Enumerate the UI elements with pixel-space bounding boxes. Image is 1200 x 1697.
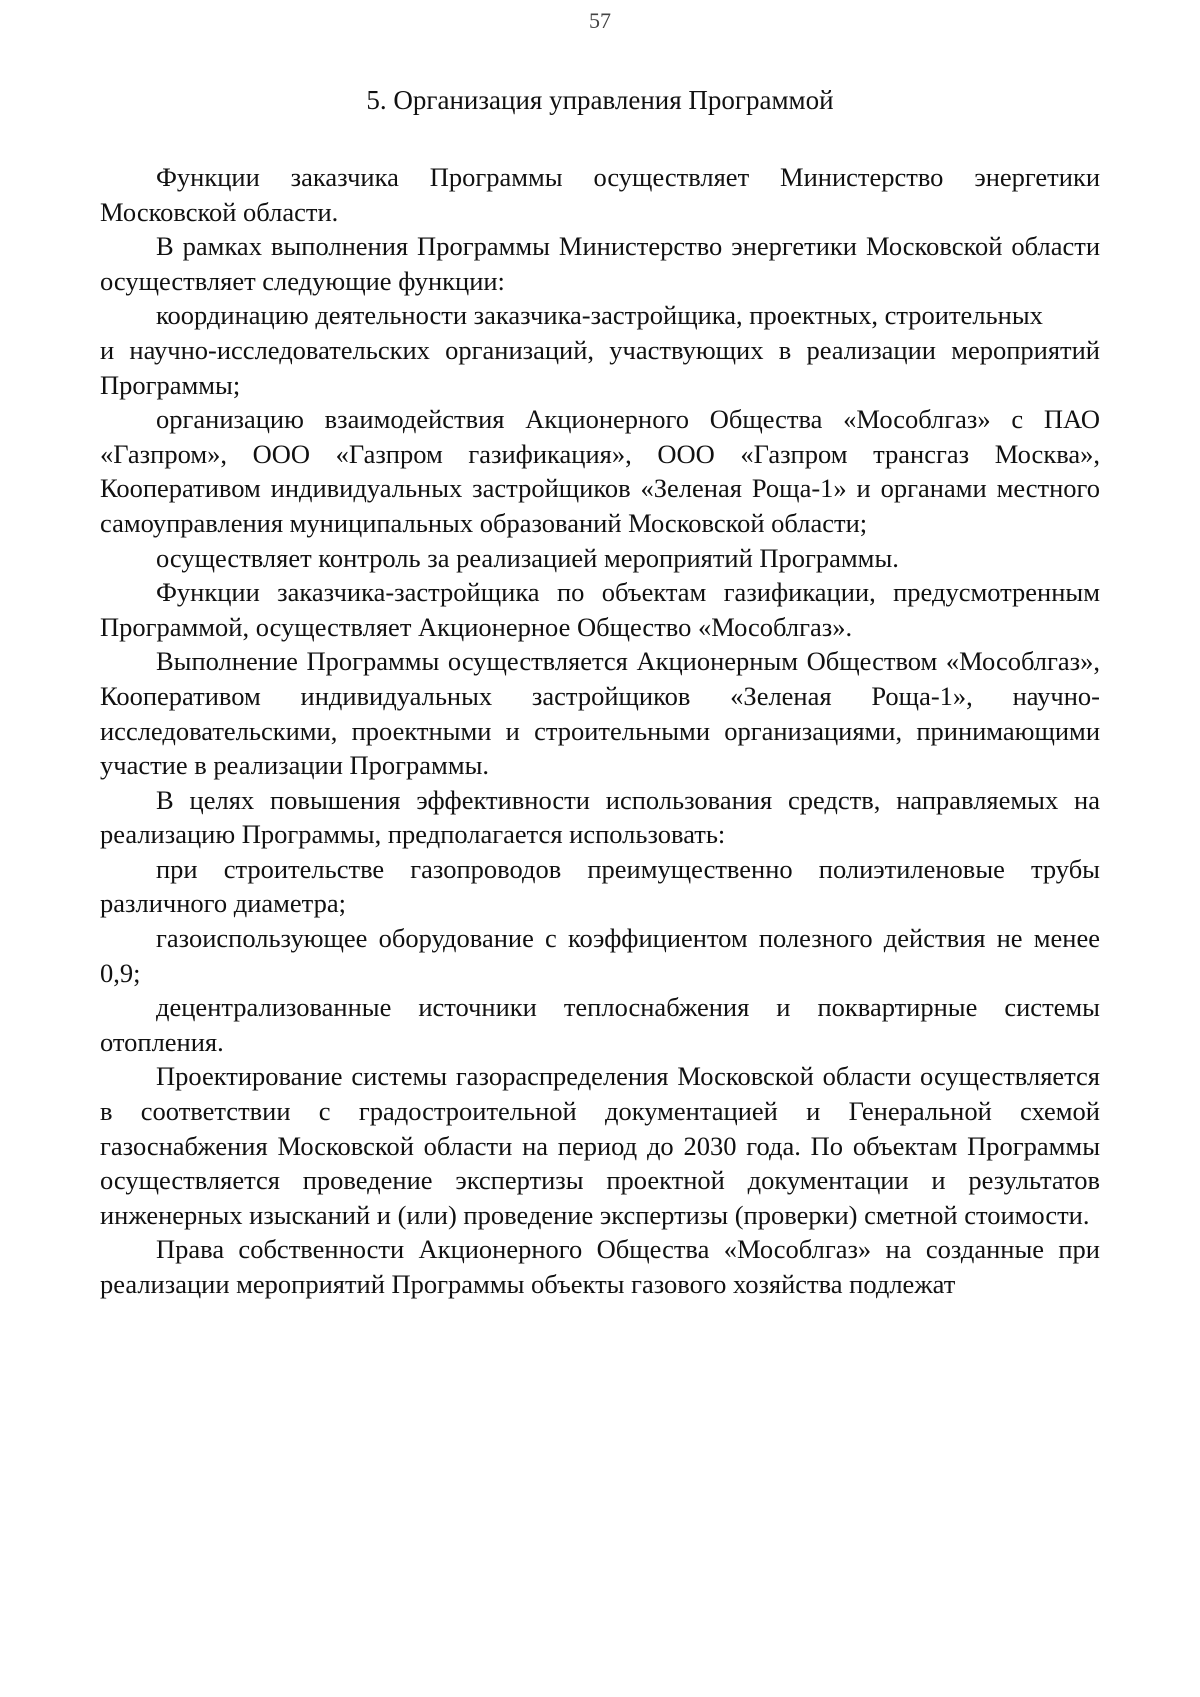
paragraph: газоиспользующее оборудование с коэффициентом полезного действия не менее 0,9; (100, 923, 1100, 988)
paragraph: и научно-исследовательских организаций, участвующих в реализации мероприятий Программы; (100, 334, 1100, 400)
page-number: 57 (589, 8, 611, 33)
paragraph: В целях повышения эффективности использования средств, направляемых на реализацию Программы, предполагается использовать: (100, 784, 1100, 850)
paragraph: организацию взаимодействия Акционерного Общества «Мособлгаз» с ПАО «Газпром», ООО «Газпром газификация», ООО «Газпром трансгаз Москва», Кооперативом индивидуальных застройщиков «Зеленая Роща-1» и органами местного самоуправления муниципальных образований Московской области; (100, 404, 1100, 538)
paragraph: Функции заказчика Программы осуществляет Министерство энергетики Московской области. (100, 162, 1100, 227)
paragraph: Выполнение Программы осуществляется Акционерным Обществом «Мособлгаз», Кооперативом индивидуальных застройщиков «Зеленая Роща-1», научно-исследовательскими, проектными и строительными организациями, принимающими участие в реализации Программы. (100, 646, 1100, 781)
paragraph: Функции заказчика-застройщика по объектам газификации, предусмотренным Программой, осуществляет Акционерное Общество «Мособлгаз». (100, 577, 1100, 642)
paragraph: осуществляет контроль за реализацией мероприятий Программы. (156, 542, 899, 573)
paragraph: координацию деятельности заказчика-застройщика, проектных, строительных (156, 300, 1043, 331)
paragraph: Проектирование системы газораспределения Московской области осуществляется в соответствии с градостроительной документацией и Генеральной схемой газоснабжения Московской области на период до 2030 года. По объектам Программы осуществляется проведение экспертизы проектной документации и результатов инженерных изысканий и (или) проведение экспертизы (проверки) сметной стоимости. (100, 1061, 1100, 1230)
paragraph: В рамках выполнения Программы Министерство энергетики Московской области осуществляет следующие функции: (100, 231, 1100, 296)
paragraph: при строительстве газопроводов преимущественно полиэтиленовые трубы различного диаметра; (100, 853, 1100, 919)
document-body (100, 160, 1100, 1302)
paragraph: Права собственности Акционерного Общества «Мособлгаз» на созданные при реализации мероприятий Программы объекты газового хозяйства подлежат (100, 1234, 1100, 1299)
paragraph: децентрализованные источники теплоснабжения и поквартирные системы отопления. (100, 992, 1100, 1057)
section-title: 5. Организация управления Программой (366, 85, 834, 115)
